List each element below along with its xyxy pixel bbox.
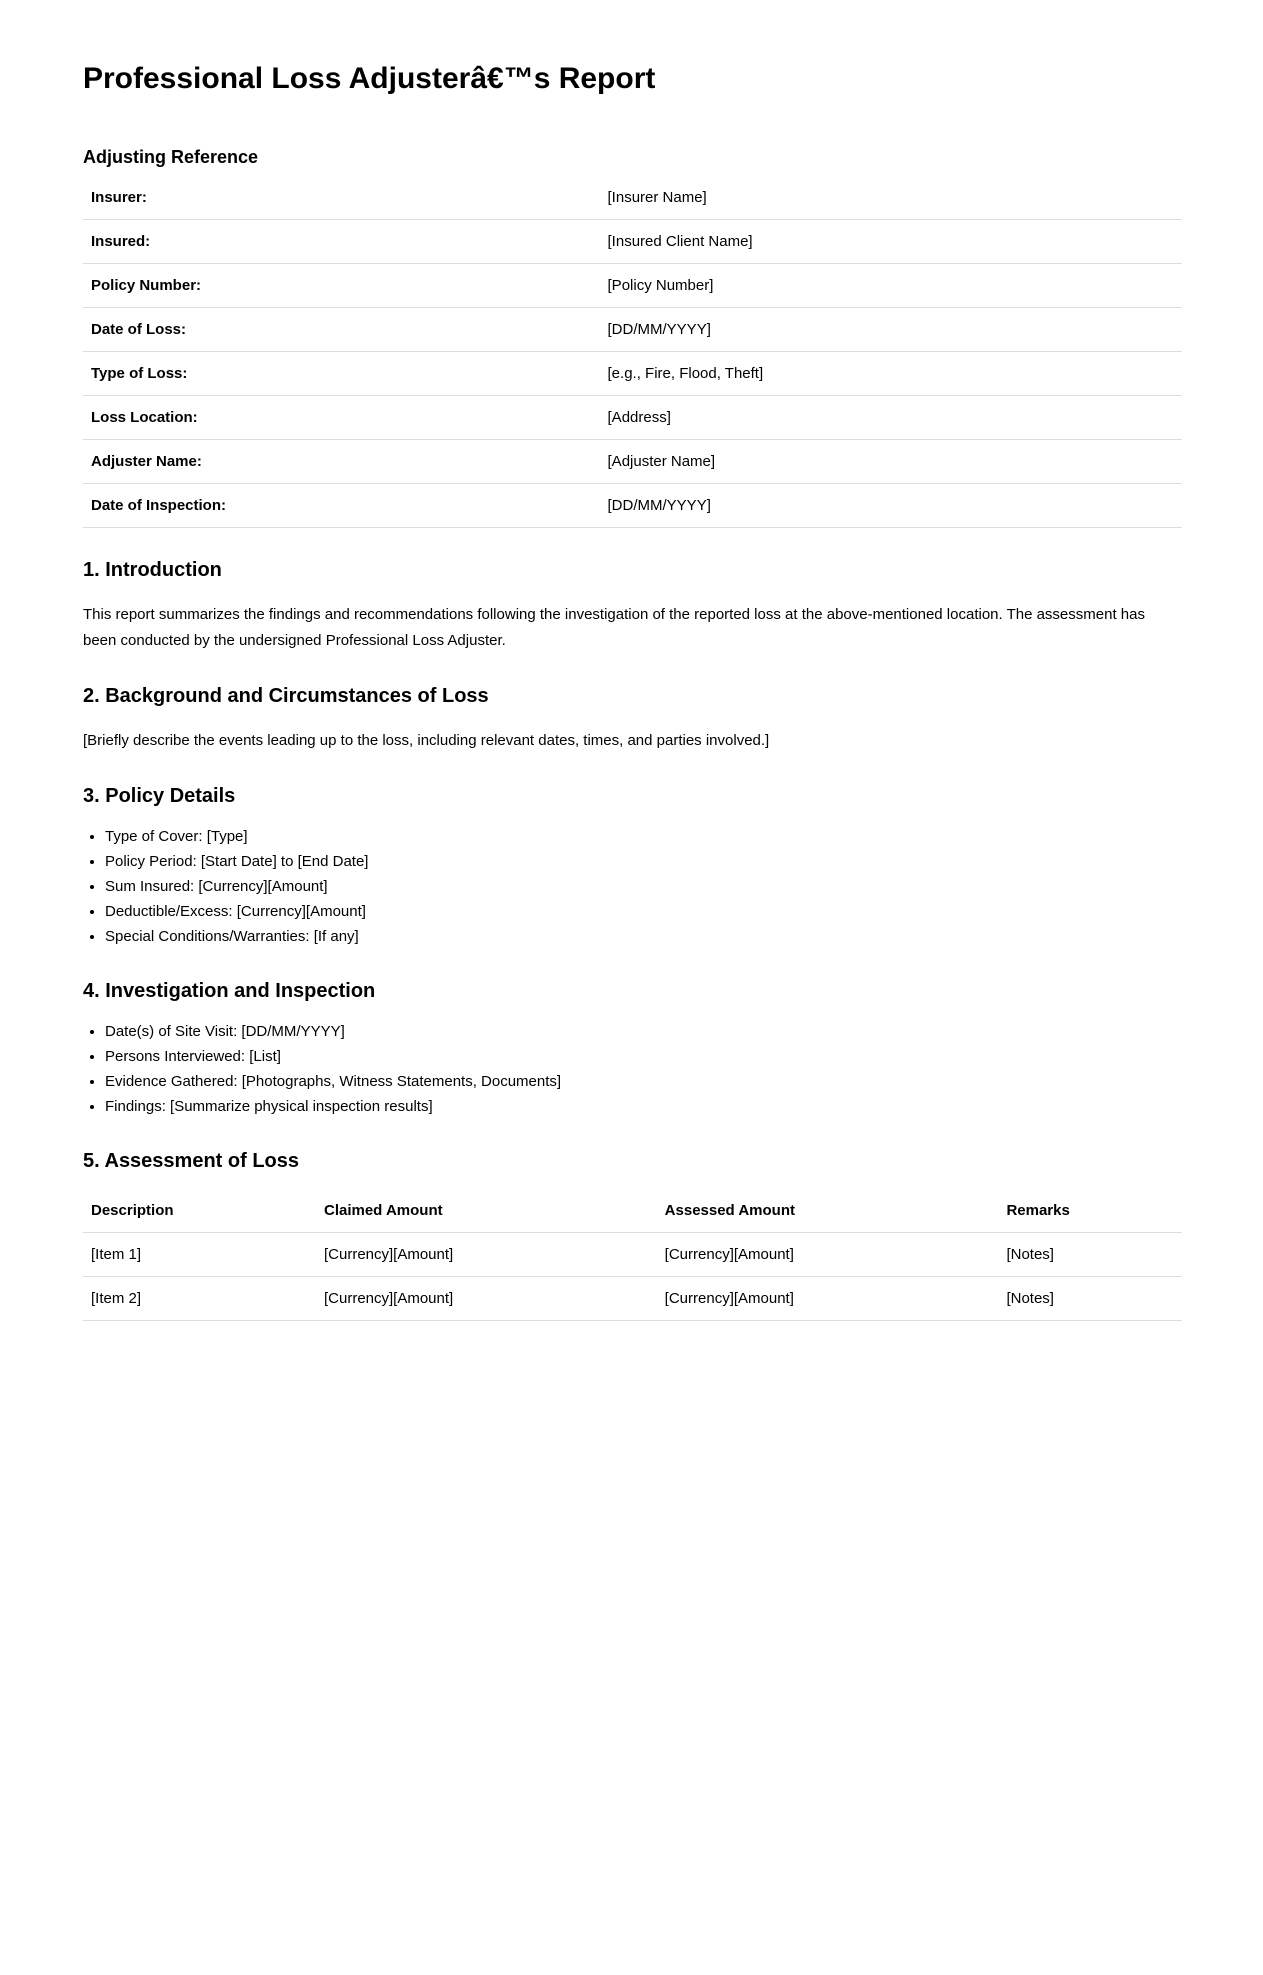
policy-details-list <box>83 824 1182 949</box>
background-paragraph: [Briefly describe the events leading up to the loss, including relevant dates, times, and parties involved.] <box>83 732 770 749</box>
table-cell: [Currency][Amount] <box>657 1277 999 1321</box>
row-value: [Insurer Name] <box>600 176 1182 220</box>
table-header-row <box>83 1189 1182 1233</box>
assessment-of-loss-table <box>83 1189 1182 1321</box>
column-header: Claimed Amount <box>316 1189 657 1233</box>
row-label: Insurer: <box>83 176 600 220</box>
table-cell: [Currency][Amount] <box>316 1233 657 1277</box>
row-label: Date of Inspection: <box>83 484 600 528</box>
list-item: • Sum Insured: [Currency][Amount] <box>105 874 1182 899</box>
column-header: Remarks <box>998 1189 1182 1233</box>
table-row <box>83 220 1182 264</box>
row-value: [e.g., Fire, Flood, Theft] <box>600 352 1182 396</box>
table-row <box>83 1277 1182 1321</box>
row-value: [Policy Number] <box>600 264 1182 308</box>
section-heading-background: 2. Background and Circumstances of Loss <box>83 685 489 707</box>
list-item: • Policy Period: [Start Date] to [End Date] <box>105 849 1182 874</box>
row-label: Insured: <box>83 220 600 264</box>
table-cell: [Notes] <box>998 1233 1182 1277</box>
list-item: • Deductible/Excess: [Currency][Amount] <box>105 899 1182 924</box>
adjusting-reference-heading: Adjusting Reference <box>83 147 259 167</box>
list-item: • Findings: [Summarize physical inspection results] <box>105 1094 1182 1119</box>
table-cell: [Item 1] <box>83 1233 316 1277</box>
investigation-list <box>83 1019 1182 1119</box>
page-title: Professional Loss Adjusterâ€™s Report <box>83 62 656 95</box>
row-label: Policy Number: <box>83 264 600 308</box>
table-row <box>83 396 1182 440</box>
table-row <box>83 440 1182 484</box>
adjusting-reference-table <box>83 176 1182 528</box>
table-cell: [Currency][Amount] <box>657 1233 999 1277</box>
row-label: Type of Loss: <box>83 352 600 396</box>
introduction-paragraph: This report summarizes the findings and recommendations following the investigation of the reported loss at the above-mentioned location. The assessment has been conducted by the undersigned Professional Loss Adjuster. <box>83 606 1145 649</box>
table-cell: [Currency][Amount] <box>316 1277 657 1321</box>
section-heading-policy-details: 3. Policy Details <box>83 785 236 807</box>
table-row <box>83 264 1182 308</box>
row-value: [Address] <box>600 396 1182 440</box>
table-row <box>83 484 1182 528</box>
column-header: Assessed Amount <box>657 1189 999 1233</box>
section-heading-introduction: 1. Introduction <box>83 559 222 581</box>
table-row <box>83 308 1182 352</box>
table-row <box>83 352 1182 396</box>
list-item: • Type of Cover: [Type] <box>105 824 1182 849</box>
list-item: • Date(s) of Site Visit: [DD/MM/YYYY] <box>105 1019 1182 1044</box>
column-header: Description <box>83 1189 316 1233</box>
row-value: [DD/MM/YYYY] <box>600 308 1182 352</box>
table-row <box>83 176 1182 220</box>
section-heading-investigation: 4. Investigation and Inspection <box>83 980 376 1002</box>
list-item: • Evidence Gathered: [Photographs, Witness Statements, Documents] <box>105 1069 1182 1094</box>
section-heading-assessment: 5. Assessment of Loss <box>83 1150 300 1172</box>
row-value: [DD/MM/YYYY] <box>600 484 1182 528</box>
row-value: [Adjuster Name] <box>600 440 1182 484</box>
table-row <box>83 1233 1182 1277</box>
row-label: Loss Location: <box>83 396 600 440</box>
row-label: Adjuster Name: <box>83 440 600 484</box>
row-label: Date of Loss: <box>83 308 600 352</box>
list-item: • Special Conditions/Warranties: [If any] <box>105 924 1182 949</box>
list-item: • Persons Interviewed: [List] <box>105 1044 1182 1069</box>
table-cell: [Notes] <box>998 1277 1182 1321</box>
row-value: [Insured Client Name] <box>600 220 1182 264</box>
table-cell: [Item 2] <box>83 1277 316 1321</box>
